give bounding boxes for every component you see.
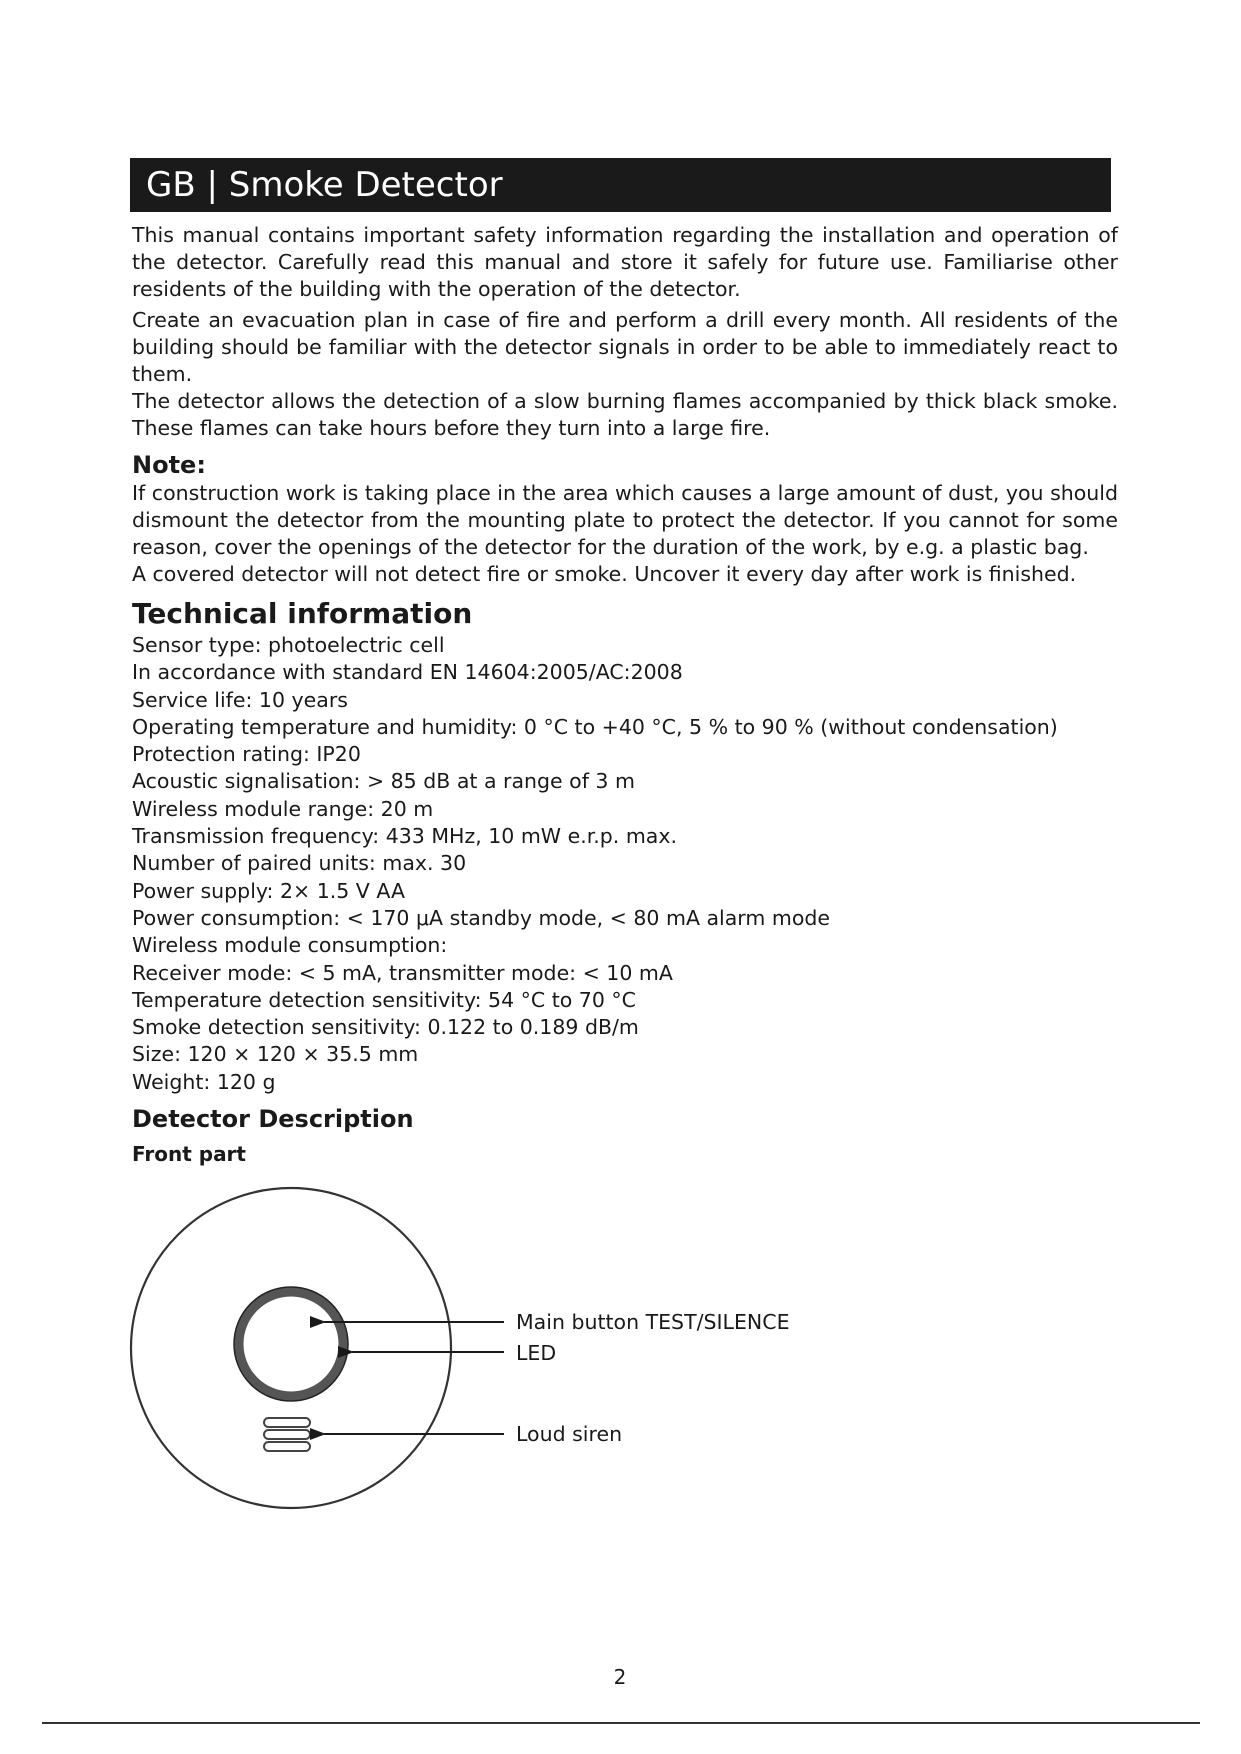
- spec-item: Service life: 10 years: [132, 687, 348, 712]
- spec-item: Operating temperature and humidity: 0 °C to +40 °C, 5 % to 90 % (without condensation): [132, 714, 1058, 739]
- front-part-heading: Front part: [132, 1142, 246, 1167]
- technical-heading: Technical information: [132, 597, 473, 630]
- detector-description-heading: Detector Description: [132, 1105, 414, 1134]
- spec-item: Sensor type: photoelectric cell: [132, 633, 445, 657]
- siren-label: Loud siren: [516, 1422, 623, 1446]
- test-button-ring: [239, 1292, 343, 1396]
- spec-item: Acoustic signalisation: > 85 dB at a range of 3 m: [132, 769, 635, 794]
- spec-list: [132, 632, 1118, 1096]
- note-paragraph-1: If construction work is taking place in the area which causes a large amount of dust, you should dismount the detector from the mounting plate to protect the detector. If you cannot for some reason, cover the openings of the detector for the duration of the work, by e.g. a plastic bag.: [132, 481, 1118, 559]
- note-heading: Note:: [132, 451, 206, 479]
- spec-item: Number of paired units: max. 30: [132, 851, 467, 876]
- spec-item: Wireless module range: 20 m: [132, 796, 434, 821]
- document-body: [132, 222, 1118, 1170]
- spec-item: Wireless module consumption:: [132, 933, 448, 958]
- led-label: LED: [516, 1341, 557, 1365]
- spec-item: Size: 120 × 120 × 35.5 mm: [132, 1042, 419, 1067]
- spec-item: Protection rating: IP20: [132, 742, 361, 767]
- intro-paragraph-2: Create an evacuation plan in case of fire and perform a drill every month. All residents of the building should be familiar with the detector signals in order to be able to immediately react to them.: [132, 308, 1118, 386]
- detector-illustration: [128, 1180, 808, 1520]
- spec-item: Transmission frequency: 433 MHz, 10 mW e.r.p. max.: [132, 824, 678, 849]
- spec-item: Weight: 120 g: [132, 1069, 276, 1094]
- footer-divider: [42, 1722, 1200, 1724]
- main-button-label: Main button TEST/SILENCE: [516, 1310, 790, 1334]
- intro-paragraph-1: This manual contains important safety information regarding the installation and operation of the detector. Carefully read this manual and store it safely for future use. Familiarise other residents of the building with the operation of the detector.: [132, 223, 1118, 301]
- page-title: GB | Smoke Detector: [130, 158, 1111, 212]
- spec-item: In accordance with standard EN 14604:2005/AC:2008: [132, 660, 683, 685]
- intro-paragraph-3: The detector allows the detection of a slow burning flames accompanied by thick black smoke. These flames can take hours before they turn into a large fire.: [132, 389, 1118, 440]
- page-number: 2: [613, 1665, 627, 1689]
- note-paragraph-2: A covered detector will not detect fire or smoke. Uncover it every day after work is finished.: [132, 562, 1077, 586]
- spec-item: Smoke detection sensitivity: 0.122 to 0.189 dB/m: [132, 1015, 639, 1040]
- spec-item: Temperature detection sensitivity: 54 °C to 70 °C: [132, 987, 636, 1012]
- spec-item: Receiver mode: < 5 mA, transmitter mode: < 10 mA: [132, 960, 673, 985]
- spec-item: Power supply: 2× 1.5 V AA: [132, 878, 405, 903]
- detector-front-diagram: [128, 1180, 808, 1520]
- spec-item: Power consumption: < 170 μA standby mode, < 80 mA alarm mode: [132, 905, 831, 930]
